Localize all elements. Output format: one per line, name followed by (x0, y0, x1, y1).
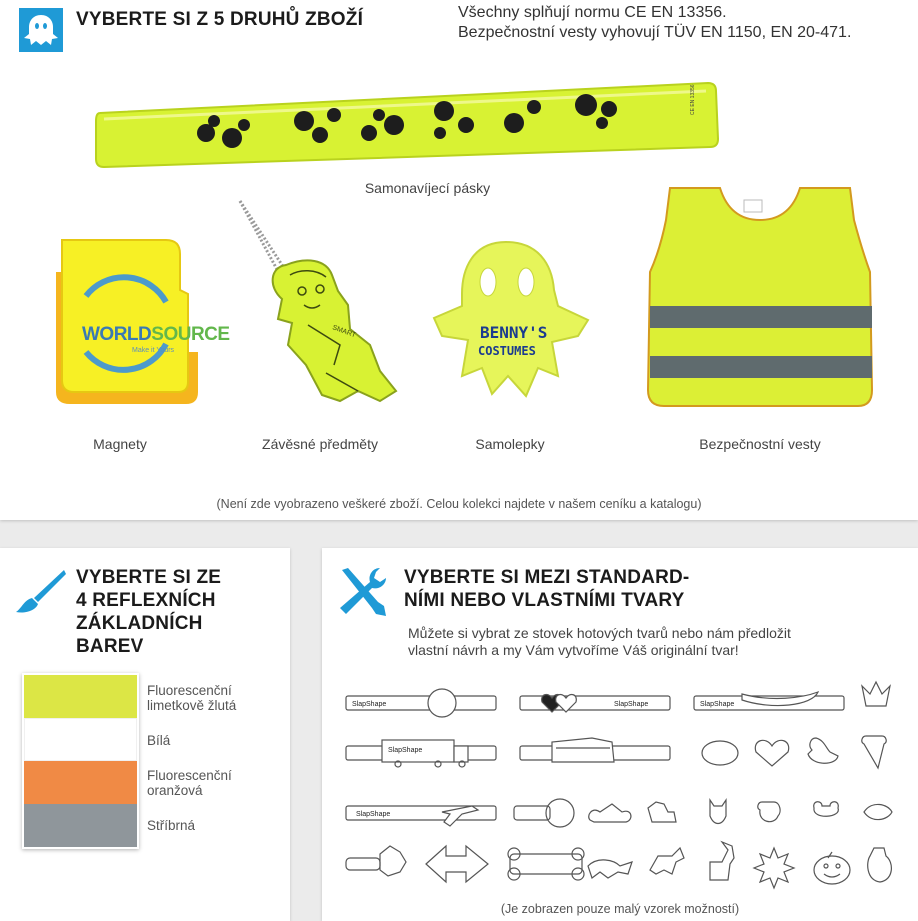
label-magnets: Magnety (93, 436, 147, 452)
slap-band-image (94, 75, 724, 175)
svg-text:WORLDSOURCE (82, 324, 230, 345)
svg-text:SlapShape: SlapShape (700, 701, 735, 708)
hand-shape (648, 802, 676, 822)
shapes-title-line-1: VYBERTE SI MEZI STANDARD- (404, 567, 690, 588)
norms-text (458, 3, 851, 43)
shape-samples (342, 676, 902, 896)
svg-text:SlapShape: SlapShape (352, 701, 387, 708)
svg-text:SlapShape: SlapShape (388, 747, 423, 754)
shapes-panel (322, 548, 918, 921)
lightbulb-shape (868, 848, 892, 882)
reindeer-shape (710, 842, 734, 880)
norm-line-2: Bezpečnostní vesty vyhovují TÜV EN 1150, EN 20-471. (458, 24, 852, 41)
ghost-logo-icon (19, 8, 63, 52)
svg-text:SlapShape: SlapShape (356, 811, 391, 818)
oval-shape (702, 741, 738, 765)
shapes-note: (Je zobrazen pouze malý vzorek možností) (500, 902, 740, 916)
label-stickers: Samolepky (475, 436, 545, 452)
wrench-screwdriver-icon (336, 566, 390, 618)
shapes-desc-line-1: Můžete si vybrat ze stovek hotových tvarů nebo nám předložit (408, 625, 791, 641)
magnet-brand-source: SOURCE (151, 324, 230, 345)
magnet-brand-world: WORLD (82, 324, 152, 345)
label-hanging: Závěsné předměty (262, 436, 378, 452)
heart-shape (755, 740, 788, 766)
colors-title (76, 566, 221, 658)
hanging-figure-image (230, 195, 410, 425)
bone-shape (508, 848, 584, 880)
shapes-title-line-2: NÍMI NEBO VLASTNÍMI TVARY (404, 590, 685, 611)
color-lime-line-2: limetkově žlutá (147, 698, 237, 713)
color-lime-line-1: Fluorescenční (147, 683, 232, 698)
strip-hearts-shape (520, 695, 670, 712)
horse-shape (650, 848, 684, 874)
norm-line-1: Všechny splňují normu CE EN 13356. (458, 4, 727, 21)
color-orange-line-1: Fluorescenční (147, 768, 232, 783)
color-orange-line-2: oranžová (147, 783, 203, 798)
sticker-line-1: BENNY'S (480, 323, 548, 342)
products-note: (Není zde vyobrazeno veškeré zboží. Celou kolekci najdete v našem ceníku a katalogu) (216, 497, 702, 511)
ghost-sticker-image (428, 236, 598, 406)
shapes-desc-line-2: vlastní návrh a my Vám vytvoříme Váš originální tvar! (408, 642, 739, 658)
shapes-description (408, 625, 791, 659)
cat-shape (710, 800, 726, 824)
sticker-line-2: COSTUMES (478, 344, 536, 358)
svg-text:CE EN 13356: CE EN 13356 (690, 84, 696, 115)
color-label-orange (147, 768, 232, 798)
bone-flower-shape (346, 846, 406, 876)
icecream-shape (862, 736, 886, 768)
label-vests: Bezpečnostní vesty (699, 436, 821, 452)
crown-shape (862, 682, 890, 706)
dog-running-shape (588, 860, 632, 878)
color-label-white: Bílá (147, 733, 171, 748)
colors-title-line-3: ZÁKLADNÍCH (76, 613, 203, 634)
strip-plane-shape (346, 806, 496, 826)
svg-text:SMART: SMART (331, 324, 357, 340)
magnet-tagline: Make it Yours (132, 347, 175, 354)
pumpkin-shape (814, 852, 850, 884)
strip-train-shape (520, 738, 670, 762)
svg-text:SlapShape: SlapShape (614, 701, 649, 708)
double-arrow-shape (426, 846, 488, 882)
key-shape (514, 799, 574, 827)
shapes-title (404, 566, 689, 612)
paintbrush-icon (14, 568, 66, 616)
swatch-strip-shadow (22, 673, 139, 849)
strip-banana-shape (694, 692, 844, 710)
colors-panel (0, 548, 290, 921)
label-slap-band: Samonavíjecí pásky (364, 180, 491, 196)
color-label-silver: Stříbrná (147, 818, 196, 833)
fish-shape (864, 804, 892, 819)
color-label-lime (147, 683, 236, 713)
products-title: VYBERTE SI Z 5 DRUHŮ ZBOŽÍ (76, 9, 364, 30)
colors-title-line-4: BAREV (76, 636, 144, 657)
star-burst-shape (754, 848, 794, 888)
frog-shape (814, 802, 839, 817)
motorbike-shape (589, 804, 631, 822)
magnet-image (46, 232, 230, 412)
strip-circle-shape (346, 689, 496, 717)
strip-truck-shape (346, 740, 496, 767)
colors-title-line-2: 4 REFLEXNÍCH (76, 590, 216, 611)
safety-vest-image (640, 180, 880, 420)
colors-title-line-1: VYBERTE SI ZE (76, 567, 222, 588)
duck-shape (808, 738, 838, 763)
dog-shape (758, 802, 780, 822)
